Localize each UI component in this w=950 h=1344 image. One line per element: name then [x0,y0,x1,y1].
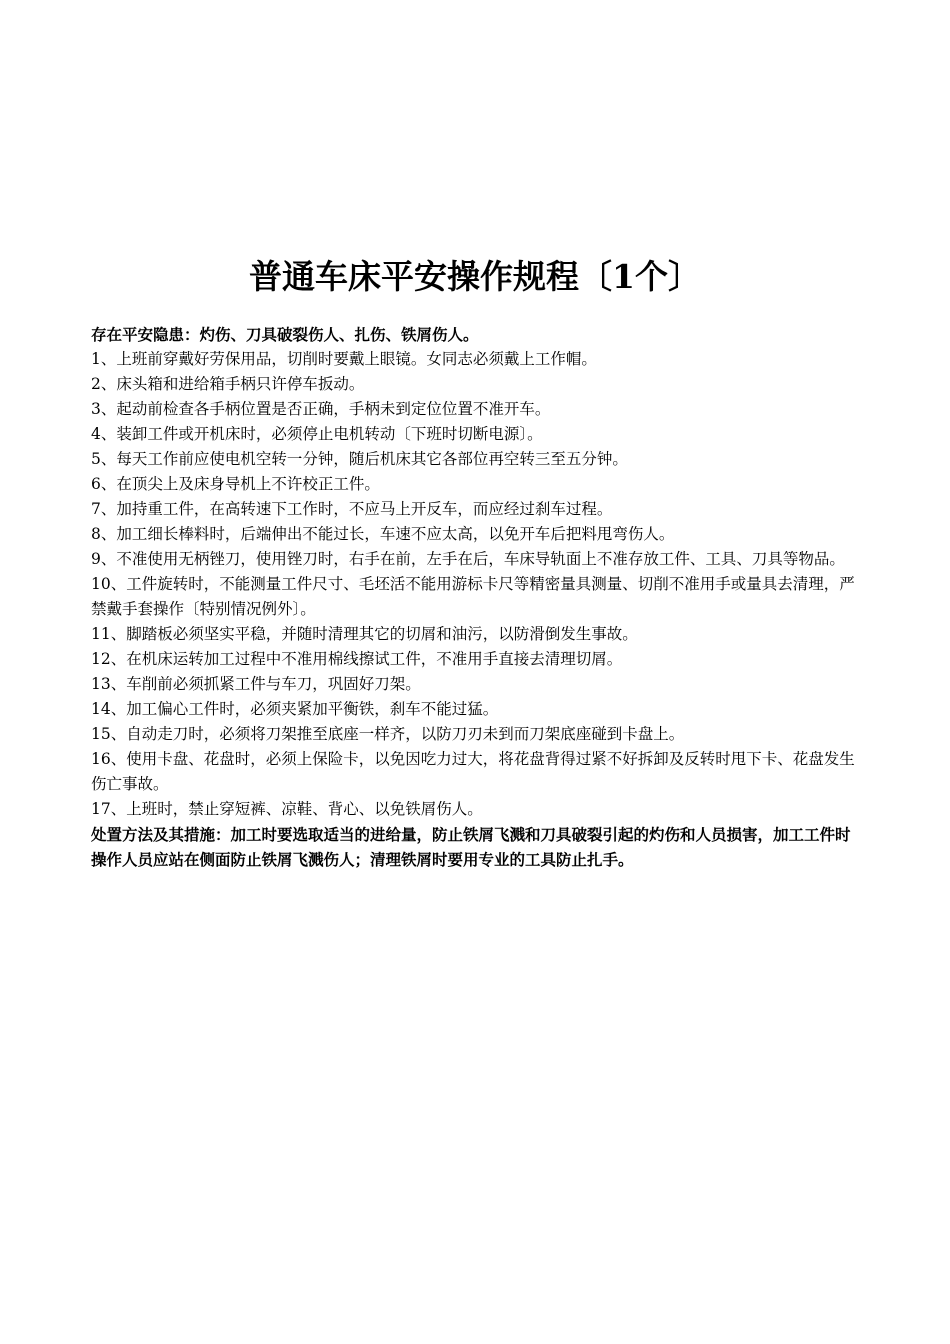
measures-statement: 处置方法及其措施：加工时要选取适当的进给量，防止铁屑飞溅和刀具破裂引起的灼伤和人员损害，加工工件时操作人员应站在侧面防止铁屑飞溅伤人；清理铁屑时要用专业的工具防止扎手。 [91,825,851,869]
rule-item: 15、自动走刀时，必须将刀架推至底座一样齐，以防刀刃未到而刀架底座碰到卡盘上。 [91,725,685,743]
rule-item: 16、使用卡盘、花盘时，必须上保险卡，以免因吃力过大，将花盘背得过紧不好拆卸及反转时甩下卡、花盘发生伤亡事故。 [91,750,855,793]
rule-item: 5、每天工作前应使电机空转一分钟，随后机床其它各部位再空转三至五分钟。 [91,450,628,468]
rule-item: 17、上班时，禁止穿短裤、凉鞋、背心、以免铁屑伤人。 [91,800,483,818]
hazards-statement: 存在平安隐患：灼伤、刀具破裂伤人、扎伤、铁屑伤人。 [91,325,479,344]
rule-item: 8、加工细长棒料时，后端伸出不能过长，车速不应太高，以免开车后把料甩弯伤人。 [91,525,675,543]
rule-item: 14、加工偏心工件时，必须夹紧加平衡铁，刹车不能过猛。 [91,700,499,718]
rule-item: 9、不准使用无柄锉刀，使用锉刀时，右手在前，左手在后，车床导轨面上不准存放工件、工具、刀具等物品。 [91,550,845,568]
rule-item: 7、加持重工件，在高转速下工作时，不应马上开反车，而应经过刹车过程。 [91,500,613,518]
rule-item: 12、在机床运转加工过程中不准用棉线擦试工件，不准用手直接去清理切屑。 [91,650,623,668]
rule-item: 2、床头箱和进给箱手柄只许停车扳动。 [91,375,365,393]
document-body [91,322,861,872]
rule-item: 10、工件旋转时，不能测量工件尺寸、毛坯活不能用游标卡尺等精密量具测量、切削不准用手或量具去清理，严禁戴手套操作〔特别情况例外〕。 [91,575,855,618]
rule-item: 11、脚踏板必须坚实平稳，并随时清理其它的切屑和油污，以防滑倒发生事故。 [91,625,638,643]
rule-item: 1、上班前穿戴好劳保用品，切削时要戴上眼镜。女同志必须戴上工作帽。 [91,350,597,368]
rule-item: 4、装卸工件或开机床时，必须停止电机转动〔下班时切断电源〕。 [91,425,543,443]
rule-item: 13、车削前必须抓紧工件与车刀，巩固好刀架。 [91,675,421,693]
document-title: 普通车床平安操作规程〔1个〕 [249,257,701,296]
rule-item: 6、在顶尖上及床身导机上不许校正工件。 [91,475,380,493]
rule-item: 3、起动前检查各手柄位置是否正确，手柄未到定位位置不准开车。 [91,400,551,418]
